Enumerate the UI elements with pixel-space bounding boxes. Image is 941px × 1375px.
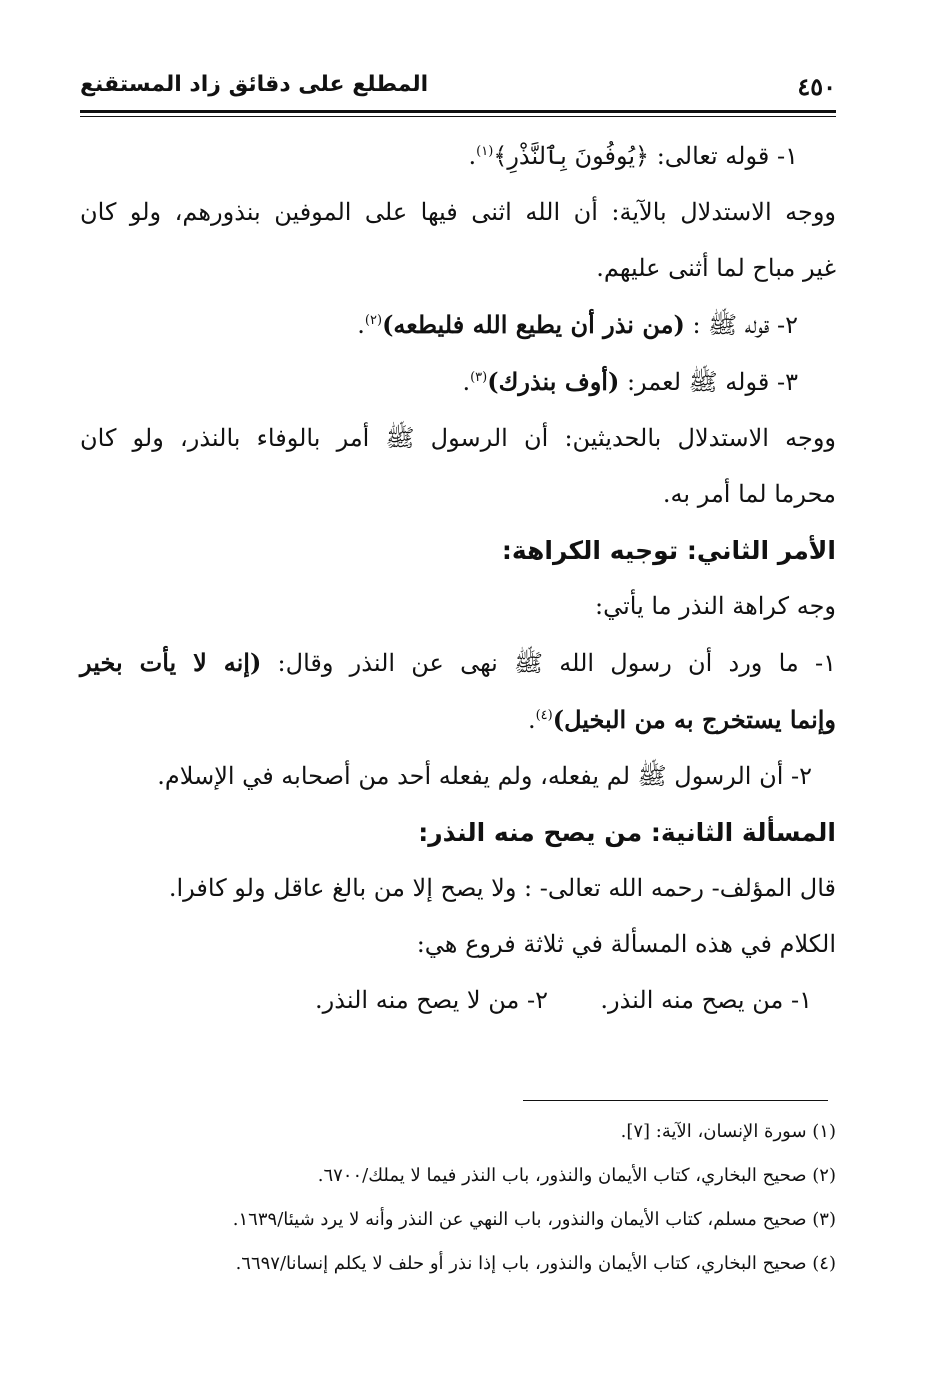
hadith-quote: (أوف بنذرك) [487,367,620,396]
section-heading: الأمر الثاني: توجيه الكراهة: [501,536,836,565]
verse-quote: قوله تعالى: ﴿يُوفُونَ بِٱلنَّذْرِ﴾ [493,142,770,170]
footnote-separator [523,1100,828,1101]
paragraph-line: ووجه الاستدلال بالحديثين: أن الرسول ﷺ أمر بالوفاء بالنذر، ولو كان [80,424,836,452]
page-header [80,66,836,106]
hadith-intro: قوله ﷺ لعمر: [626,368,770,396]
paragraph-reason-1 [80,647,836,679]
footnote: (٤) صحيح البخاري، كتاب الأيمان والنذور، باب إذا نذر أو حلف لا يكلم إنسانا/٦٦٩٧. [235,1253,836,1274]
punct: . [468,142,477,170]
hadith-intro: قوله ﷺ : [692,311,770,339]
paragraph-line: ووجه الاستدلال بالآية: أن الله اثنى فيها على الموفين بنذورهم، ولو كان [80,198,836,226]
footnote: (١) سورة الإنسان، الآية: [٧]. [620,1121,836,1142]
page-number: ٤٥٠ [797,72,836,101]
hadith-quote: وإنما يستخرج به من البخيل) [552,705,836,734]
punct: . [527,706,536,734]
paragraph-line: غير مباح لما أثنى عليهم. [596,254,836,282]
item-number: ٣- [777,368,798,396]
item-number: ٢- [791,762,812,790]
footnote-ref: (١) [476,144,494,159]
section-heading: المسألة الثانية: من يصح منه النذر: [418,818,836,847]
paragraph-line: محرما لما أمر به. [662,480,836,508]
reason-text: ما ورد أن رسول الله ﷺ نهى عن النذر وقال: [277,649,799,677]
branch-item: ٢- من لا يصح منه النذر. [315,986,548,1014]
footnotes [80,1120,836,1296]
paragraph-reason-2 [80,761,836,792]
item-number: ١- [777,142,798,170]
paragraph-hadith-2 [80,366,836,398]
paragraph-line: قال المؤلف- رحمه الله تعالى- : ولا يصح إلا من بالغ عاقل ولو كافرا. [168,874,836,902]
punct: . [462,368,471,396]
paragraph-evidence-verse [80,141,836,172]
footnote-ref: (٢) [364,313,383,328]
paragraph-line: وجه كراهة النذر ما يأتي: [594,592,836,620]
paragraph-hadith-1 [80,309,836,341]
punct: . [357,311,365,339]
footnote: (٢) صحيح البخاري، كتاب الأيمان والنذور، باب النذر فيما لا يملك/٦٧٠٠. [317,1165,836,1186]
running-title: المطلع على دقائق زاد المستقنع [80,72,429,97]
branch-item: ١- من يصح منه النذر. [600,986,812,1014]
footnote-ref: (٤) [535,708,553,723]
paragraph-line: الكلام في هذه المسألة في ثلاثة فروع هي: [416,930,836,958]
hadith-quote: (من نذر أن يطيع الله فليطعه) [382,310,685,339]
footnote-ref: (٣) [470,370,488,385]
header-rule-thick [80,110,836,113]
book-page [80,66,836,1041]
header-rule-thin [80,116,836,117]
footnote: (٣) صحيح مسلم، كتاب الأيمان والنذور، باب النهي عن النذر وأنه لا يرد شيئا/١٦٣٩. [232,1209,836,1230]
reason-text: أن الرسول ﷺ لم يفعله، ولم يفعله أحد من أصحابه في الإسلام. [157,762,784,790]
branches-list [80,985,836,1016]
page-body [80,141,836,1016]
paragraph-reason-1-cont [80,704,836,736]
item-number: ١- [814,649,836,677]
hadith-quote: (إنه لا يأت بخير [80,648,262,677]
item-number: ٢- [777,311,798,339]
